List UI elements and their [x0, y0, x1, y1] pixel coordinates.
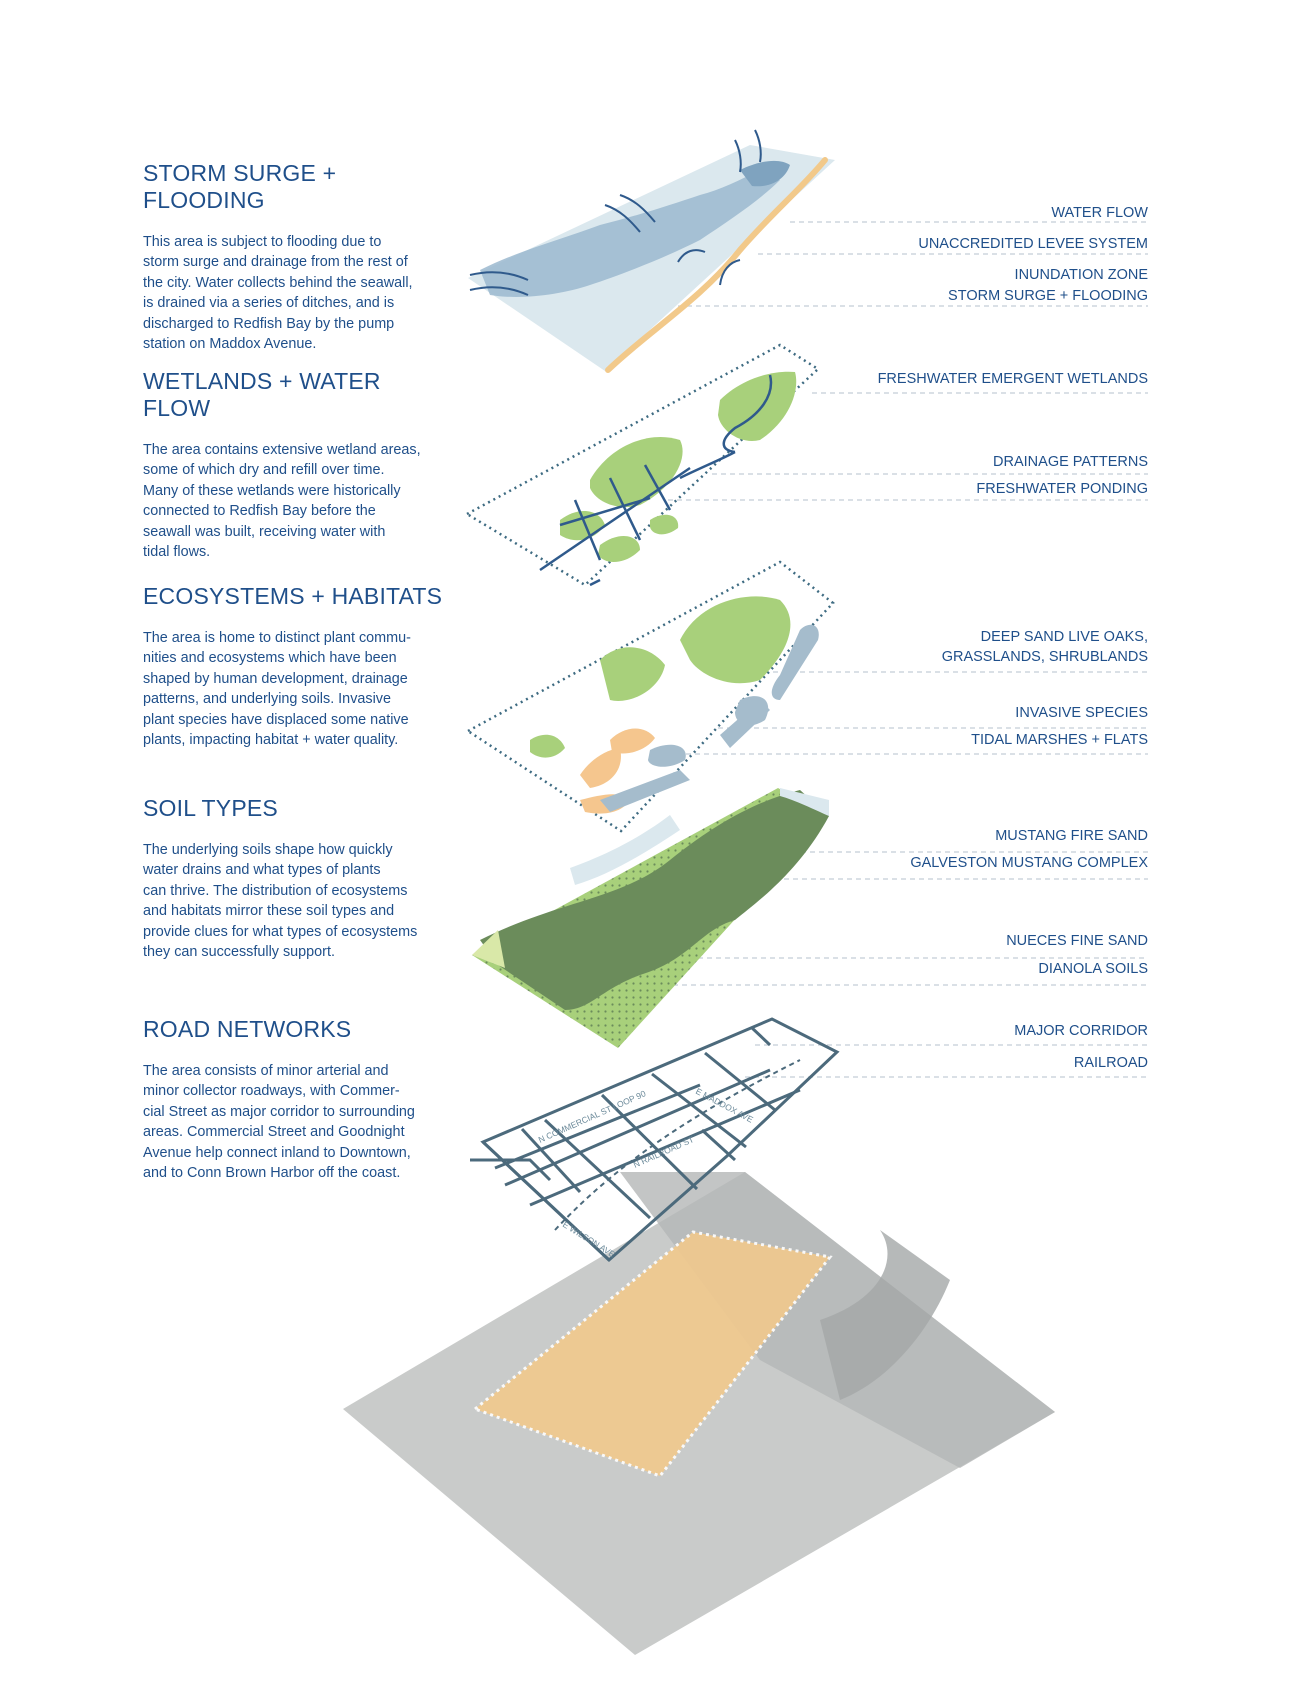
section-title: ROAD NETWORKS — [143, 1016, 352, 1042]
street-label-wilson: E WILSON AVE — [560, 1219, 617, 1260]
label-drainage-patterns: DRAINAGE PATTERNS — [993, 454, 1148, 470]
section-body: This area is subject to flooding due to storm surge and drainage from the rest of the city. Water collects behind the seawall, is drained via a series of ditches, and is discharged to Redfish Bay by the pump station on Maddox Avenue. — [143, 234, 413, 353]
aerial-base-layer — [343, 1172, 1055, 1655]
section-title: WETLANDS + WATER FLOW — [143, 368, 381, 421]
section-body: The area is home to distinct plant commu- nities and ecosystems which have been shaped by human development, drainage patterns, and underlying soils. Invasive plant species have displaced some native plants, impacting habitat + water quality. — [143, 630, 411, 749]
label-invasive-species: INVASIVE SPECIES — [1015, 705, 1148, 721]
section-body: The area contains extensive wetland areas, some of which dry and refill over time. Many of these wetlands were historically connected to Redfish Bay before the seawall was built, receiving water with tidal flows. — [143, 442, 421, 561]
street-label-commercial: N COMMERCIAL ST LOOP 90 — [536, 1088, 648, 1145]
label-water-flow: WATER FLOW — [1051, 205, 1148, 221]
label-major-corridor: MAJOR CORRIDOR — [1014, 1023, 1148, 1039]
label-galveston: GALVESTON MUSTANG COMPLEX — [910, 855, 1148, 871]
section-road-networks — [143, 1016, 453, 1183]
section-soil-types — [143, 795, 453, 962]
label-railroad: RAILROAD — [1073, 1055, 1148, 1071]
label-emergent-wetlands: FRESHWATER EMERGENT WETLANDS — [877, 371, 1148, 387]
label-tidal-marshes: TIDAL MARSHES + FLATS — [971, 732, 1148, 748]
label-storm-surge: STORM SURGE + FLOODING — [948, 288, 1148, 304]
label-mustang-fire-sand: MUSTANG FIRE SAND — [995, 828, 1148, 844]
street-label-maddox: E MADDOX AVE — [694, 1085, 755, 1125]
section-body: The area consists of minor arterial and minor collector roadways, with Commer- cial Street as major corridor to surrounding areas. Commercial Street and Goodnight Avenue help connect inland to Downtown, and to Conn Brown Harbor off the coast. — [143, 1063, 415, 1182]
label-freshwater-ponding: FRESHWATER PONDING — [976, 481, 1148, 497]
section-title: SOIL TYPES — [143, 795, 278, 821]
soil-types-layer — [472, 788, 829, 1048]
section-ecosystems — [143, 583, 453, 750]
label-nueces: NUECES FINE SAND — [1006, 933, 1148, 949]
label-levee: UNACCREDITED LEVEE SYSTEM — [918, 236, 1148, 252]
section-storm-surge — [143, 160, 453, 354]
wetlands-layer — [467, 345, 818, 585]
label-live-oaks: DEEP SAND LIVE OAKS, — [980, 629, 1148, 645]
section-body: The underlying soils shape how quickly water drains and what types of plants can thrive. The distribution of ecosystems and habitats mirror these soil types and provide clues for what types of ecosystems they can successfully support. — [143, 842, 418, 961]
section-title: STORM SURGE + FLOODING — [143, 160, 337, 213]
flood-layer — [468, 130, 835, 371]
label-grasslands: GRASSLANDS, SHRUBLANDS — [941, 649, 1148, 665]
street-label-railroad: N RAILROAD ST — [631, 1134, 696, 1170]
section-wetlands — [143, 368, 453, 562]
label-dianola: DIANOLA SOILS — [1038, 961, 1148, 977]
section-title: ECOSYSTEMS + HABITATS — [143, 583, 443, 609]
label-inundation-zone: INUNDATION ZONE — [1014, 267, 1148, 283]
